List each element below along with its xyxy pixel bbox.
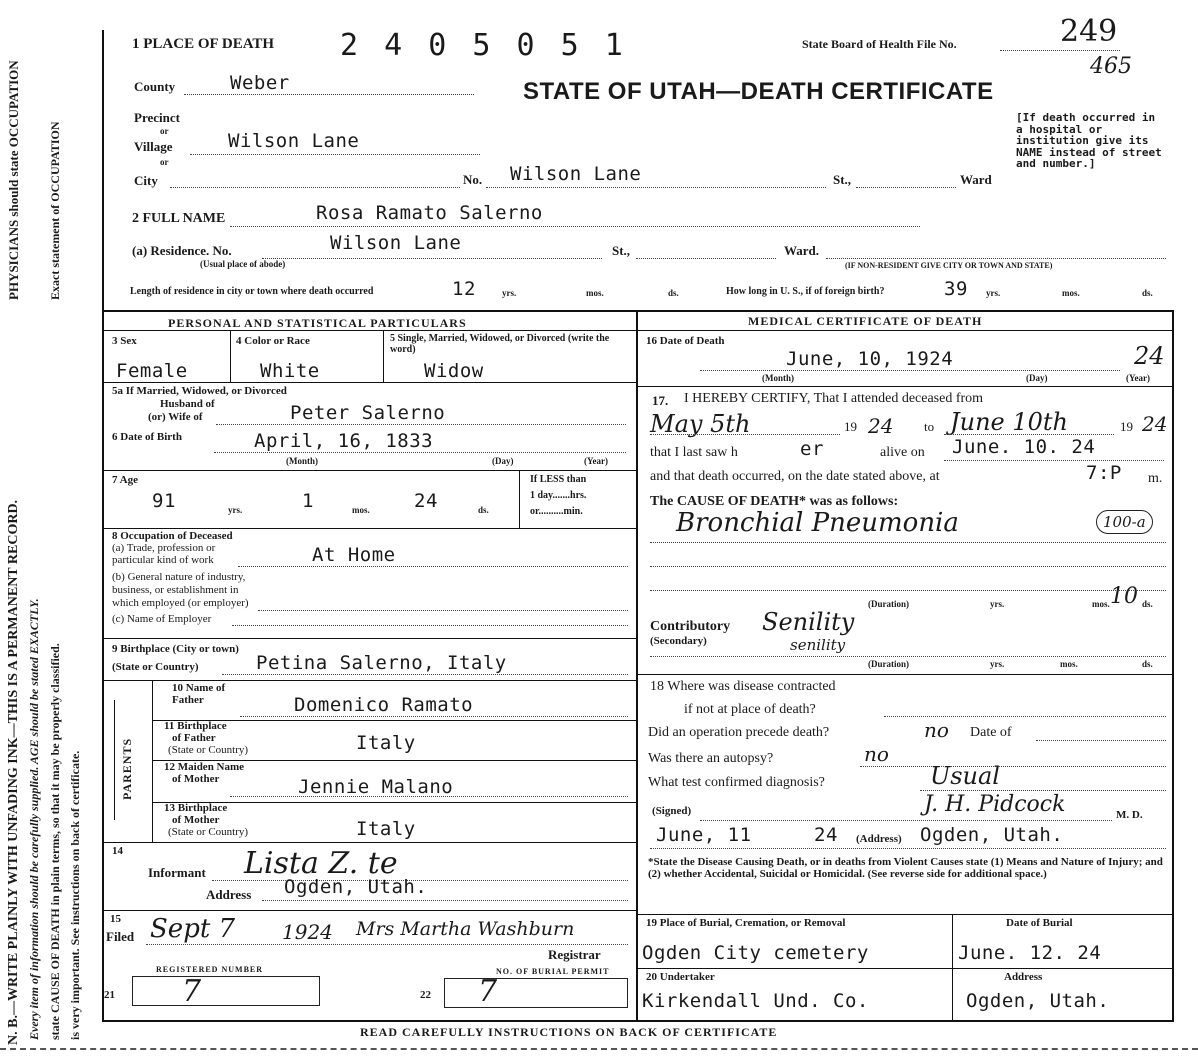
dob-day: (Day) [492, 456, 514, 466]
spouse-label-1: 5a If Married, Widowed, or Divorced [112, 385, 287, 397]
full-name-label: 2 FULL NAME [132, 211, 226, 226]
place-of-death-label: 1 PLACE OF DEATH [132, 36, 275, 52]
residence-value: Wilson Lane [330, 232, 462, 254]
margin-note-2b: Exact statement of OCCUPATION [48, 121, 62, 300]
street-value: Wilson Lane [510, 163, 642, 185]
contributory-value: Senility [762, 608, 855, 636]
to-label: to [924, 419, 935, 434]
county-value: Weber [230, 72, 290, 94]
us-yrs-lbl: yrs. [986, 288, 1001, 298]
age-ds: 24 [414, 490, 438, 512]
burial-date-value: June. 12. 24 [958, 942, 1102, 964]
nineteen-2: 19 [1120, 419, 1133, 434]
mother-birth-label-1: 13 Birthplace [164, 802, 228, 814]
street-no-label: No. [463, 172, 483, 187]
less-than-3: or..........min. [530, 506, 583, 517]
file-number-stamp: 2 4 0 5 0 5 1 [340, 28, 627, 63]
marital-value: Widow [424, 360, 484, 382]
father-birth-label-2: of Father [172, 732, 216, 744]
margin-note-2: Every item of information should be carefully supplied. AGE should be stated EXACTLY. [27, 598, 41, 1040]
board-file-label: State Board of Health File No. [802, 37, 957, 51]
test-value: Usual [930, 762, 1000, 790]
board-file-number-2: 465 [1090, 54, 1132, 79]
undertaker-address-value: Ogden, Utah. [966, 990, 1110, 1012]
street-st-label: St., [833, 172, 852, 187]
registered-number-box [132, 976, 320, 1006]
informant-value: Lista Z. te [244, 846, 398, 881]
test-label: What test confirmed diagnosis? [648, 775, 825, 790]
dob-value: April, 16, 1833 [254, 430, 434, 452]
filed-year: 1924 [282, 920, 333, 944]
or-label-2: or [160, 157, 169, 167]
age-mos: 1 [302, 490, 314, 512]
burial-place-value: Ogden City cemetery [642, 942, 869, 964]
occupation-value: At Home [312, 544, 396, 566]
length-residence-label: Length of residence in city or town where death occurred [130, 286, 374, 297]
sex-value: Female [116, 360, 188, 382]
registered-num-prefix: 21 [104, 989, 115, 1001]
filed-date: Sept 7 [150, 914, 236, 944]
undertaker-label: 20 Undertaker [646, 971, 715, 983]
personal-section-title: PERSONAL AND STATISTICAL PARTICULARS [168, 316, 467, 330]
occurred-label: and that death occurred, on the date stated above, at [650, 469, 940, 484]
father-birth-label-3: (State or Country) [168, 744, 249, 756]
mother-birth-label-3: (State or Country) [168, 826, 249, 838]
parents-label: PARENTS [120, 737, 134, 800]
dur2-yrs: yrs. [990, 659, 1005, 669]
father-birth-label-1: 11 Birthplace [164, 720, 227, 732]
md-address-value: Ogden, Utah. [920, 824, 1064, 846]
operation-value: no [924, 718, 949, 742]
last-saw-value: er [800, 438, 824, 460]
medical-section-title: MEDICAL CERTIFICATE OF DEATH [748, 314, 983, 328]
attend-to: June 10th [950, 408, 1069, 436]
color-value: White [260, 360, 320, 382]
margin-note-1b: PHYSICIANS should state OCCUPATION [6, 60, 21, 300]
full-name-value: Rosa Ramato Salerno [316, 202, 543, 224]
margin-note-4: is very important. See instructions on back of certificate. [68, 750, 82, 1040]
dod-value: June, 10, 1924 [786, 348, 954, 370]
color-label: 4 Color or Race [236, 335, 310, 347]
residence-sub: (Usual place of abode) [200, 259, 286, 269]
dob-year: (Year) [584, 456, 608, 466]
contributory-label: Contributory [650, 619, 731, 634]
informant-address-value: Ogden, Utah. [284, 876, 428, 898]
hospital-note: [If death occurred in a hospital or institution give its NAME instead of street and number.] [1016, 111, 1162, 171]
mother-birth-value: Italy [356, 818, 416, 840]
spouse-value: Peter Salerno [290, 402, 446, 424]
village-value: Wilson Lane [228, 130, 360, 152]
margin-note-3: state CAUSE OF DEATH in plain terms, so that it may be properly classified. [48, 643, 62, 1040]
nonresident-note: (IF NON-RESIDENT GIVE CITY OR TOWN AND STATE) [845, 261, 1053, 270]
contributory-value-2: senility [790, 636, 846, 654]
duration-mos-value: 10 [1110, 584, 1138, 609]
age-ds-lbl: ds. [478, 505, 489, 515]
informant-address-label: Address [206, 887, 252, 902]
occupation-a1: (a) Trade, profession or [112, 542, 216, 554]
occupation-label: 8 Occupation of Deceased [112, 530, 233, 542]
residence-label: (a) Residence. No. [132, 243, 232, 258]
spouse-label-3: (or) Wife of [148, 411, 203, 423]
dur2-ds: ds. [1142, 659, 1153, 669]
mother-label-2: of Mother [172, 773, 220, 785]
board-file-number: 249 [1060, 14, 1118, 49]
md-address-label: (Address) [856, 833, 902, 845]
informant-num: 14 [112, 845, 123, 857]
burial-permit-value: 7 [478, 974, 498, 1009]
occupation-b3: which employed (or employer) [112, 597, 249, 609]
burial-place-label: 19 Place of Burial, Cremation, or Removal [646, 917, 846, 929]
dod-year-lbl: (Year) [1126, 373, 1150, 383]
us-ds-lbl: ds. [1142, 288, 1153, 298]
physician-signature: J. H. Pidcock [924, 792, 1066, 817]
sign-date: June, 11 [656, 824, 752, 846]
age-yrs-lbl: yrs. [228, 505, 243, 515]
last-saw-label: that I last saw h [650, 445, 738, 460]
father-label-1: 10 Name of [172, 682, 226, 694]
margin-note-1: N. B.—WRITE PLAINLY WITH UNFADING INK—THIS IS A PERMANENT RECORD. [6, 499, 21, 1045]
last-saw-date: June. 10. 24 [952, 436, 1096, 458]
dur1-ds: ds. [1142, 599, 1153, 609]
date-of-label: Date of [970, 725, 1012, 740]
occupation-b1: (b) General nature of industry, [112, 571, 246, 583]
death-time: 7:P [1086, 462, 1122, 484]
burial-date-label: Date of Burial [1006, 917, 1073, 929]
registrar-label: Registrar [548, 947, 601, 962]
certify-text: I HEREBY CERTIFY, That I attended deceased from [684, 391, 984, 406]
birthplace-sub: (State or Country) [112, 661, 199, 673]
informant-label: Informant [148, 865, 206, 880]
mother-birth-label-2: of Mother [172, 814, 220, 826]
occupation-c: (c) Name of Employer [112, 613, 212, 625]
undertaker-value: Kirkendall Und. Co. [642, 990, 869, 1012]
page-title: STATE OF UTAH—DEATH CERTIFICATE [523, 78, 994, 105]
birthplace-label: 9 Birthplace (City or town) [112, 643, 239, 655]
age-label: 7 Age [112, 474, 138, 486]
residence-st: St., [612, 243, 631, 258]
dur1-mos: mos. [1092, 599, 1110, 609]
len-yrs-lbl: yrs. [502, 288, 517, 298]
sex-label: 3 Sex [112, 335, 137, 347]
occupation-b2: business, or establishment in [112, 584, 239, 596]
certify-num: 17. [652, 393, 669, 408]
undertaker-address-label: Address [1004, 971, 1043, 983]
filed-label: Filed [106, 929, 135, 944]
signed-label: (Signed) [652, 805, 692, 817]
duration-2: (Duration) [868, 659, 909, 669]
cause-footnote: *State the Disease Causing Death, or in deaths from Violent Causes state (1) Means and Nature of Injury; and (2) whether Accidental, Suicidal or Homicidal. (See reverse side for additional space.) [648, 856, 1163, 881]
dod-month: (Month) [762, 373, 794, 383]
spouse-label-2: Husband of [160, 398, 215, 410]
death-time-m: m. [1148, 471, 1163, 486]
residence-ward: Ward. [784, 243, 820, 258]
operation-label: Did an operation precede death? [648, 725, 830, 740]
registered-number-label: REGISTERED NUMBER [156, 965, 264, 974]
marital-label: 5 Single, Married, Widowed, or Divorced (write the word) [390, 333, 610, 355]
len-mos-lbl: mos. [586, 288, 604, 298]
or-label-1: or [160, 126, 169, 136]
registered-number-value: 7 [182, 974, 202, 1009]
registrar-signature: Mrs Martha Washburn [356, 918, 575, 940]
mother-label-1: 12 Maiden Name [164, 761, 245, 773]
age-mos-lbl: mos. [352, 505, 370, 515]
md-label: M. D. [1116, 809, 1143, 821]
city-label: City [134, 173, 158, 188]
attend-year-1: 24 [868, 414, 894, 438]
duration-1: (Duration) [868, 599, 909, 609]
q18-label: 18 Where was disease contracted [650, 679, 836, 694]
burial-permit-label: NO. OF BURIAL PERMIT [496, 967, 610, 976]
autopsy-value: no [864, 742, 889, 766]
dur1-yrs: yrs. [990, 599, 1005, 609]
q18b-label: if not at place of death? [684, 702, 816, 717]
mother-value: Jennie Malano [298, 776, 454, 798]
ward-label: Ward [960, 172, 992, 187]
dod-year: 24 [1134, 342, 1165, 370]
us-length-yrs: 39 [944, 278, 968, 300]
filed-num: 15 [110, 913, 121, 925]
dod-label: 16 Date of Death [646, 335, 725, 347]
dod-day: (Day) [1026, 373, 1048, 383]
cause-label: The CAUSE OF DEATH* was as follows: [650, 494, 899, 509]
us-mos-lbl: mos. [1062, 288, 1080, 298]
attend-year-2: 24 [1142, 412, 1168, 436]
dob-label: 6 Date of Birth [112, 431, 182, 443]
village-label: Village [134, 139, 173, 154]
father-value: Domenico Ramato [294, 694, 474, 716]
occupation-a2: particular kind of work [112, 554, 214, 566]
len-ds-lbl: ds. [668, 288, 679, 298]
cause-code: 100-a [1096, 510, 1153, 534]
father-birth-value: Italy [356, 732, 416, 754]
father-label-2: Father [172, 694, 204, 706]
sign-year: 24 [814, 824, 838, 846]
secondary-label: (Secondary) [650, 635, 707, 647]
burial-permit-box [444, 978, 628, 1008]
county-label: County [134, 79, 176, 94]
dur2-mos: mos. [1060, 659, 1078, 669]
attend-from: May 5th [650, 410, 751, 438]
length-residence-yrs: 12 [452, 278, 476, 300]
less-than-1: If LESS than [530, 474, 587, 485]
alive-label: alive on [880, 445, 925, 460]
birthplace-value: Petina Salerno, Italy [256, 652, 507, 674]
cause-value: Bronchial Pneumonia [676, 508, 959, 538]
dob-month: (Month) [286, 456, 318, 466]
autopsy-label: Was there an autopsy? [648, 751, 774, 766]
age-yrs: 91 [152, 490, 176, 512]
burial-permit-prefix: 22 [420, 989, 431, 1001]
less-than-2: 1 day.......hrs. [530, 490, 587, 501]
us-length-label: How long in U. S., if of foreign birth? [726, 286, 885, 297]
nineteen-1: 19 [844, 419, 857, 434]
precinct-label: Precinct [134, 110, 180, 125]
footer-instructions: READ CAREFULLY INSTRUCTIONS ON BACK OF CERTIFICATE [360, 1025, 778, 1039]
